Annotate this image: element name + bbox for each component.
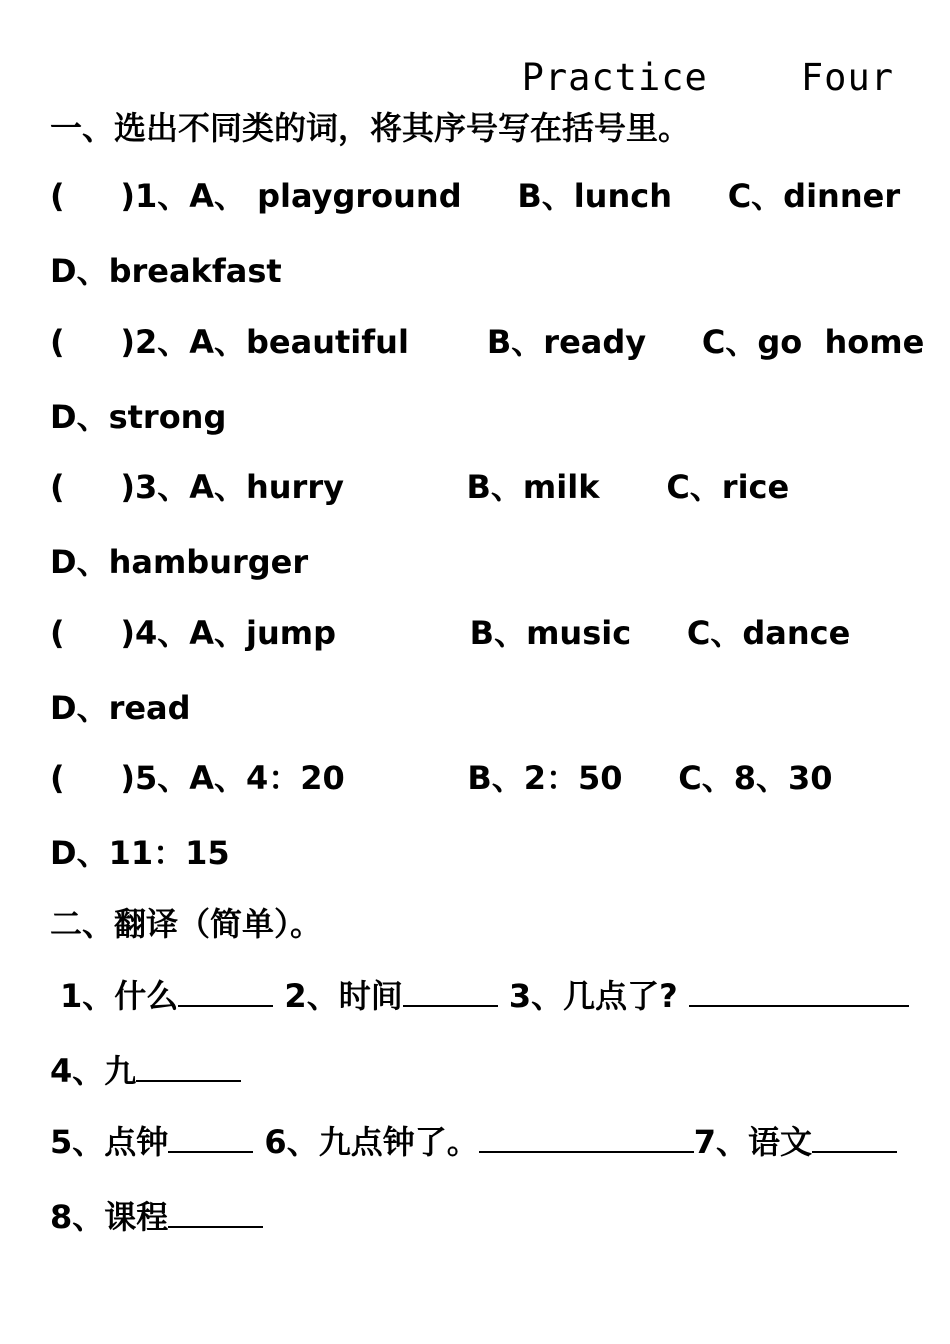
answer-blank-2[interactable] xyxy=(403,975,498,1007)
question-2-row2: D、strong xyxy=(50,398,227,436)
answer-blank-3[interactable] xyxy=(689,975,909,1007)
question-1-row1: ( )1、A、 playground B、lunch C、dinner xyxy=(50,177,901,215)
question-4-row2: D、read xyxy=(50,689,191,727)
question-3-row2: D、hamburger xyxy=(50,543,309,581)
item-5-label: 5、点钟 xyxy=(50,1123,169,1161)
answer-blank-5[interactable] xyxy=(168,1121,253,1153)
translate-row-2 xyxy=(50,1050,241,1091)
translate-row-1 xyxy=(60,975,909,1016)
answer-blank-7[interactable] xyxy=(812,1121,897,1153)
question-4-row1: ( )4、A、jump B、music C、dance xyxy=(50,614,851,652)
question-3-row1: ( )3、A、hurry B、milk C、rice xyxy=(50,468,790,506)
item-3-label: 3、几点了? xyxy=(508,977,678,1015)
question-5-row2: D、11：15 xyxy=(50,834,230,872)
item-2-label: 2、时间 xyxy=(284,977,403,1015)
item-8-label: 8、课程 xyxy=(50,1198,169,1236)
answer-blank-6[interactable] xyxy=(479,1121,694,1153)
answer-blank-8[interactable] xyxy=(168,1196,263,1228)
question-2-row1: ( )2、A、beautiful B、ready C、go home xyxy=(50,323,925,361)
item-4-label: 4、九 xyxy=(50,1052,137,1090)
answer-blank-4[interactable] xyxy=(136,1050,241,1082)
section1-heading: 一、选出不同类的词，将其序号写在括号里。 xyxy=(50,109,691,147)
question-5-row1: ( )5、A、4：20 B、2：50 C、8、30 xyxy=(50,759,833,797)
section2-heading: 二、翻译（简单）。 xyxy=(50,905,323,943)
item-6-label: 6、九点钟了。 xyxy=(264,1123,479,1161)
answer-blank-1[interactable] xyxy=(178,975,273,1007)
item-7-label: 7、语文 xyxy=(693,1123,812,1161)
translate-row-3 xyxy=(50,1121,897,1162)
question-1-row2: D、breakfast xyxy=(50,252,282,290)
translate-row-4 xyxy=(50,1196,263,1237)
page-title: Practice Four xyxy=(521,56,894,99)
item-1-label: 1、什么 xyxy=(60,977,179,1015)
